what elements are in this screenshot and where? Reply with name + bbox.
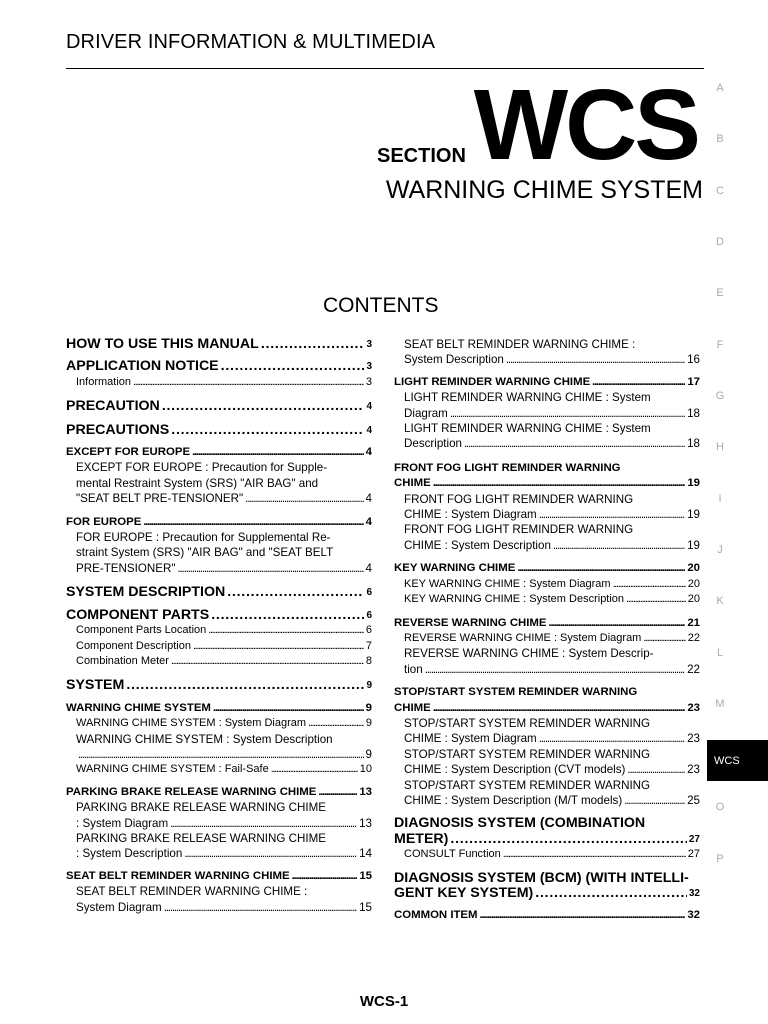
dot-leader	[503, 847, 686, 862]
toc-entry-text: STOP/START SYSTEM REMINDER WARNING	[404, 778, 651, 792]
toc-entry[interactable]	[394, 616, 700, 631]
toc-entry[interactable]	[394, 375, 700, 390]
toc-entry-text: REVERSE WARNING CHIME	[394, 616, 547, 629]
toc-entry-text: LIGHT REMINDER WARNING CHIME : System	[404, 391, 651, 405]
toc-page-number: 19	[687, 477, 700, 490]
toc-entry-text: tion	[404, 662, 423, 676]
toc-page-number: 4	[366, 424, 372, 436]
toc-entry-text: : System Diagram	[76, 816, 169, 830]
section-index-letter[interactable]: P	[716, 853, 724, 865]
toc-entry-text: REVERSE WARNING CHIME : System Descrip-	[404, 647, 654, 661]
dot-leader	[177, 561, 363, 576]
toc-entry[interactable]	[66, 515, 372, 530]
toc-entry-text: mental Restraint System (SRS) "AIR BAG" and	[76, 476, 319, 490]
toc-entry[interactable]	[394, 716, 700, 747]
toc-entry[interactable]	[394, 577, 700, 592]
toc-page-number: 20	[687, 593, 700, 606]
toc-entry-text: PARKING BRAKE RELEASE WARNING CHIME	[66, 785, 317, 798]
toc-entry-text: APPLICATION NOTICE	[66, 358, 219, 375]
toc-entry-text: SYSTEM DESCRIPTION	[66, 584, 226, 601]
dot-leader	[211, 608, 364, 623]
toc-entry[interactable]	[394, 847, 700, 862]
dot-leader	[539, 507, 685, 522]
toc-page-number: 25	[687, 793, 700, 807]
toc-entry[interactable]	[66, 716, 372, 731]
toc-entry-text: LIGHT REMINDER WARNING CHIME : System	[404, 422, 651, 436]
toc-page-number: 20	[687, 562, 700, 575]
toc-entry[interactable]	[66, 884, 372, 915]
section-index-letter[interactable]: O	[715, 801, 725, 813]
dot-leader	[193, 639, 364, 654]
dot-leader	[549, 616, 686, 631]
toc-entry[interactable]	[394, 421, 700, 452]
toc-page-number: 9	[366, 680, 372, 692]
toc-entry-text: Component Description	[76, 639, 191, 652]
toc-entry-text: FOR EUROPE : Precaution for Supplemental Re-	[76, 531, 331, 545]
dot-leader	[213, 701, 364, 716]
dot-leader	[539, 731, 685, 746]
toc-entry-text: Information	[76, 375, 132, 388]
toc-page-number: 16	[687, 353, 700, 367]
toc-left-column	[66, 337, 372, 915]
toc-page-number: 17	[687, 375, 700, 388]
toc-page-number: 6	[366, 587, 372, 599]
section-index-letter[interactable]: A	[716, 82, 724, 94]
toc-entry[interactable]	[66, 762, 372, 777]
toc-page-number: 4	[365, 492, 372, 506]
toc-page-number: 3	[366, 361, 372, 373]
toc-page-number: 7	[365, 639, 372, 652]
toc-entry[interactable]	[66, 585, 372, 600]
toc-entry-text: KEY WARNING CHIME : System Diagram	[404, 577, 611, 590]
dot-leader	[143, 515, 363, 530]
toc-entry[interactable]	[66, 375, 372, 390]
dot-leader	[271, 762, 358, 777]
toc-page-number: 23	[687, 732, 700, 746]
dot-leader	[227, 585, 364, 600]
toc-page-number: 18	[687, 406, 700, 420]
toc-page-number: 23	[687, 763, 700, 777]
toc-entry[interactable]	[66, 800, 372, 831]
toc-entry-text: FRONT FOG LIGHT REMINDER WARNING	[404, 492, 634, 506]
toc-entry-text: KEY WARNING CHIME	[394, 562, 516, 575]
toc-page-number: 9	[365, 747, 372, 761]
toc-entry-text: : System Description	[76, 847, 183, 861]
toc-entry-text: FRONT FOG LIGHT REMINDER WARNING	[394, 461, 621, 474]
dot-leader	[517, 561, 685, 576]
toc-entry-text: Combination Meter	[76, 654, 169, 667]
toc-entry[interactable]	[394, 685, 700, 716]
toc-entry[interactable]	[394, 492, 700, 523]
toc-page-number: 6	[366, 609, 372, 621]
toc-entry-text: CHIME : System Description	[404, 538, 551, 552]
section-index-letter[interactable]: E	[716, 287, 724, 299]
toc-entry-text: COMPONENT PARTS	[66, 606, 210, 623]
section-index-letter[interactable]: K	[716, 595, 724, 607]
toc-entry-text: PARKING BRAKE RELEASE WARNING CHIME	[76, 831, 326, 845]
toc-entry[interactable]	[66, 869, 372, 884]
dot-leader	[133, 375, 364, 390]
toc-entry[interactable]	[66, 785, 372, 800]
toc-page-number: 18	[687, 437, 700, 451]
toc-page-number: 9	[365, 701, 372, 714]
toc-entry[interactable]	[394, 561, 700, 576]
toc-page-number: 9	[365, 717, 372, 730]
section-index-letter[interactable]: D	[716, 236, 724, 248]
toc-entry-text: PARKING BRAKE RELEASE WARNING CHIME	[76, 801, 326, 815]
toc-entry[interactable]	[66, 732, 372, 763]
toc-entry[interactable]	[394, 908, 700, 923]
toc-entry-text: HOW TO USE THIS MANUAL	[66, 336, 259, 352]
dot-leader	[184, 846, 357, 861]
toc-entry-text: Component Parts Location	[76, 624, 207, 637]
toc-page-number: 3	[365, 375, 372, 388]
dot-leader	[433, 701, 686, 716]
toc-page-number: 13	[359, 816, 372, 830]
section-index-letter[interactable]: L	[716, 647, 724, 659]
section-index-letter[interactable]: B	[716, 133, 724, 145]
toc-entry-text: LIGHT REMINDER WARNING CHIME	[394, 375, 591, 388]
toc-entry[interactable]	[66, 608, 372, 623]
toc-page-number: 3	[366, 339, 372, 350]
toc-entry[interactable]	[394, 631, 700, 646]
dot-leader	[170, 816, 357, 831]
dot-leader	[318, 785, 357, 800]
toc-entry-text: WARNING CHIME SYSTEM	[66, 701, 211, 714]
section-index-letter[interactable]: F	[716, 339, 724, 351]
toc-entry-text: SEAT BELT REMINDER WARNING CHIME	[66, 869, 290, 882]
toc-entry-text: WARNING CHIME SYSTEM : Fail-Safe	[76, 763, 269, 776]
toc-entry-text: PRECAUTIONS	[66, 421, 170, 438]
toc-page-number: 8	[365, 654, 372, 667]
toc-entry-text: FOR EUROPE	[66, 515, 142, 528]
section-index-letter[interactable]: I	[718, 493, 722, 505]
toc-entry-text: EXCEPT FOR EUROPE	[66, 446, 191, 459]
toc-entry[interactable]	[66, 445, 372, 460]
toc-entry-text: SYSTEM	[66, 677, 125, 694]
toc-entry[interactable]	[394, 522, 700, 553]
toc-page-number: 6	[365, 624, 372, 637]
manual-part-title: DRIVER INFORMATION & MULTIMEDIA	[66, 31, 436, 53]
toc-entry[interactable]	[394, 337, 700, 368]
toc-entry-text: STOP/START SYSTEM REMINDER WARNING	[404, 747, 651, 761]
toc-entry-text: CHIME : System Description (M/T models)	[404, 793, 623, 807]
toc-entry[interactable]	[66, 654, 372, 669]
toc-entry[interactable]	[66, 530, 372, 576]
toc-page-number: 14	[359, 847, 372, 861]
toc-page-number: 32	[688, 888, 700, 899]
toc-entry-text: WARNING CHIME SYSTEM : System Diagram	[76, 717, 307, 730]
dot-leader	[221, 359, 365, 374]
toc-page-number: 13	[359, 785, 372, 798]
toc-entry-text: KEY WARNING CHIME : System Description	[404, 593, 625, 606]
toc-page-number: 21	[687, 616, 700, 629]
dot-leader	[164, 900, 357, 915]
section-name: WARNING CHIME SYSTEM	[385, 176, 703, 204]
toc-page-number: 27	[687, 848, 700, 861]
section-index-letter[interactable]: H	[716, 441, 724, 453]
toc-entry[interactable]	[394, 592, 700, 607]
toc-entry-text: PRE-TENSIONER"	[76, 561, 176, 575]
section-code: WCS	[473, 69, 698, 181]
toc-page-number: 19	[687, 508, 700, 522]
section-index-letter[interactable]: J	[717, 544, 723, 556]
toc-entry[interactable]	[66, 337, 372, 352]
toc-page-number: 32	[687, 909, 700, 922]
dot-leader	[450, 406, 685, 421]
toc-entry[interactable]	[394, 778, 700, 809]
toc-entry-text: DIAGNOSIS SYSTEM (COMBINATION	[394, 815, 646, 832]
toc-entry[interactable]	[394, 747, 700, 778]
toc-entry-text: DIAGNOSIS SYSTEM (BCM) (WITH INTELLI-	[394, 869, 689, 886]
toc-entry[interactable]	[66, 639, 372, 654]
toc-entry-text: COMMON ITEM	[394, 909, 478, 922]
toc-entry-text: CHIME : System Diagram	[404, 508, 537, 522]
dot-leader	[162, 399, 365, 414]
toc-entry[interactable]	[66, 423, 372, 438]
toc-entry[interactable]	[394, 871, 700, 902]
toc-entry-text: REVERSE WARNING CHIME : System Diagram	[404, 631, 642, 644]
section-index-letter[interactable]: G	[715, 390, 725, 402]
dot-leader	[624, 793, 685, 808]
toc-entry-text: PRECAUTION	[66, 398, 160, 415]
toc-entry-text: METER)	[394, 830, 449, 847]
toc-entry-text: "SEAT BELT PRE-TENSIONER"	[76, 492, 244, 506]
toc-page-number: 15	[359, 869, 372, 882]
toc-entry-text: STOP/START SYSTEM REMINDER WARNING	[394, 686, 638, 699]
page-number: WCS-1	[359, 993, 409, 1010]
toc-entry[interactable]	[66, 623, 372, 638]
toc-page-number: 23	[687, 701, 700, 714]
dot-leader	[433, 476, 686, 491]
toc-entry[interactable]	[394, 816, 700, 847]
dot-leader	[535, 886, 687, 901]
toc-entry-text: straint System (SRS) "AIR BAG" and "SEAT BELT	[76, 546, 334, 560]
dot-leader	[626, 592, 686, 607]
toc-page-number: 4	[365, 446, 372, 459]
dot-leader	[245, 491, 363, 506]
dot-leader	[627, 762, 685, 777]
toc-page-number: 15	[359, 900, 372, 914]
dot-leader	[78, 747, 364, 762]
toc-entry-text: GENT KEY SYSTEM)	[394, 885, 534, 901]
toc-entry[interactable]	[66, 359, 372, 374]
dot-leader	[506, 352, 685, 367]
dot-leader	[425, 662, 685, 677]
toc-entry[interactable]	[66, 460, 372, 506]
toc-entry-text: SEAT BELT REMINDER WARNING CHIME :	[404, 338, 636, 351]
dot-leader	[643, 631, 685, 646]
dot-leader	[192, 445, 364, 460]
dot-leader	[450, 832, 686, 847]
dot-leader	[292, 869, 358, 884]
section-index-letter[interactable]: M	[715, 698, 725, 710]
toc-entry-text: CHIME : System Description (CVT models)	[404, 763, 626, 777]
toc-entry-text: Description	[404, 437, 462, 451]
toc-entry-text: SEAT BELT REMINDER WARNING CHIME :	[76, 885, 308, 899]
toc-page-number: 20	[687, 577, 700, 590]
toc-right-column	[394, 337, 700, 924]
section-tab-active[interactable]: WCS	[707, 740, 768, 781]
dot-leader	[308, 716, 364, 731]
toc-entry[interactable]	[394, 461, 700, 492]
toc-page-number: 4	[365, 561, 372, 575]
toc-entry[interactable]	[394, 390, 700, 421]
toc-entry[interactable]	[66, 831, 372, 862]
dot-leader	[171, 654, 364, 669]
toc-page-number: 27	[688, 833, 700, 845]
toc-entry[interactable]	[66, 701, 372, 716]
toc-page-number: 19	[687, 538, 700, 552]
toc-page-number: 22	[687, 662, 700, 676]
toc-entry-text: STOP/START SYSTEM REMINDER WARNING	[404, 716, 651, 730]
toc-page-number: 4	[365, 515, 372, 528]
toc-entry-text: System Diagram	[76, 900, 162, 914]
dot-leader	[261, 337, 365, 352]
dot-leader	[208, 623, 364, 638]
dot-leader	[126, 678, 364, 693]
section-index-letter[interactable]: C	[716, 185, 724, 197]
toc-entry[interactable]	[394, 646, 700, 677]
dot-leader	[553, 538, 685, 553]
dot-leader	[480, 908, 686, 923]
dot-leader	[464, 436, 685, 451]
toc-entry-text: CHIME	[394, 477, 431, 490]
toc-entry-text: FRONT FOG LIGHT REMINDER WARNING	[404, 523, 634, 537]
contents-heading: CONTENTS	[323, 294, 439, 317]
toc-entry[interactable]	[66, 678, 372, 693]
toc-entry-text: CHIME	[394, 701, 431, 714]
toc-entry-text: CHIME : System Diagram	[404, 732, 537, 746]
dot-leader	[592, 375, 685, 390]
dot-leader	[613, 577, 686, 592]
toc-entry-text: WARNING CHIME SYSTEM : System Description	[76, 732, 333, 746]
toc-entry-text: System Description	[404, 353, 504, 367]
toc-page-number: 22	[687, 631, 700, 644]
section-label: SECTION	[377, 145, 466, 167]
toc-page-number: 4	[366, 401, 372, 413]
toc-entry-text: Diagram	[404, 406, 448, 420]
toc-entry-text: EXCEPT FOR EUROPE : Precaution for Supple-	[76, 461, 328, 475]
toc-page-number: 10	[359, 763, 372, 776]
dot-leader	[171, 423, 364, 438]
toc-entry[interactable]	[66, 399, 372, 414]
toc-entry-text: CONSULT Function	[404, 848, 501, 861]
